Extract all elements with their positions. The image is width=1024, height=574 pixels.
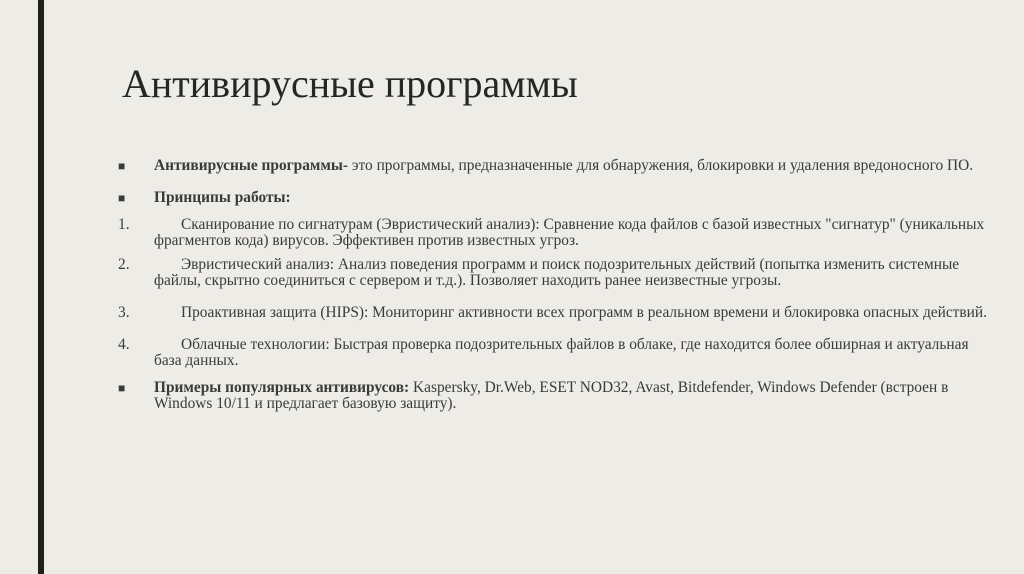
principles-heading-item — [118, 190, 988, 206]
accent-bar — [38, 0, 44, 574]
principle-text: Облачные технологии: Быстрая проверка подозрительных файлов в облаке, где находится более обширная и актуальная база данных. — [154, 336, 969, 369]
principle-number: 4. — [118, 336, 130, 353]
definition-text: это программы, предназначенные для обнаружения, блокировки и удаления вредоносного ПО. — [348, 157, 974, 174]
principle-text: Эвристический анализ: Анализ поведения программ и поиск подозрительных действий (попытка изменить системные файлы, скрытно соединиться с сервером и т.д.). Позволяет находить ранее неизвестные угрозы. — [154, 256, 960, 289]
slide-title: Антивирусные программы — [122, 61, 578, 106]
principle-item-1 — [118, 217, 988, 249]
principle-text: Сканирование по сигнатурам (Эвристический анализ): Сравнение кода файлов с базой известных "сигнатур" (уникальных фрагментов кода) вирусов. Эффективен против известных угроз. — [154, 216, 985, 249]
examples-text: Kaspersky, Dr.Web, ESET NOD32, Avast, Bitdefender, Windows Defender (встроен в Windows 10/11 и предлагает базовую защиту). — [154, 379, 949, 412]
definition-term: Антивирусные программы- — [154, 157, 349, 174]
examples-item — [118, 380, 988, 412]
examples-term: Примеры популярных антивирусов: — [154, 379, 410, 396]
slide-content — [118, 158, 988, 412]
square-bullet-icon: ■ — [118, 191, 126, 205]
square-bullet-icon: ■ — [118, 159, 126, 173]
principle-number: 1. — [118, 216, 130, 233]
principle-item-3 — [118, 305, 988, 321]
square-bullet-icon: ■ — [118, 381, 126, 395]
principle-number: 3. — [118, 304, 130, 321]
principle-number: 2. — [118, 256, 130, 273]
principle-item-4 — [118, 337, 988, 369]
principle-text: Проактивная защита (HIPS): Мониторинг активности всех программ в реальном времени и блокировка опасных действий. — [181, 304, 987, 321]
principle-item-2 — [118, 257, 988, 289]
principles-heading: Принципы работы: — [154, 189, 291, 206]
definition-item — [118, 158, 988, 174]
